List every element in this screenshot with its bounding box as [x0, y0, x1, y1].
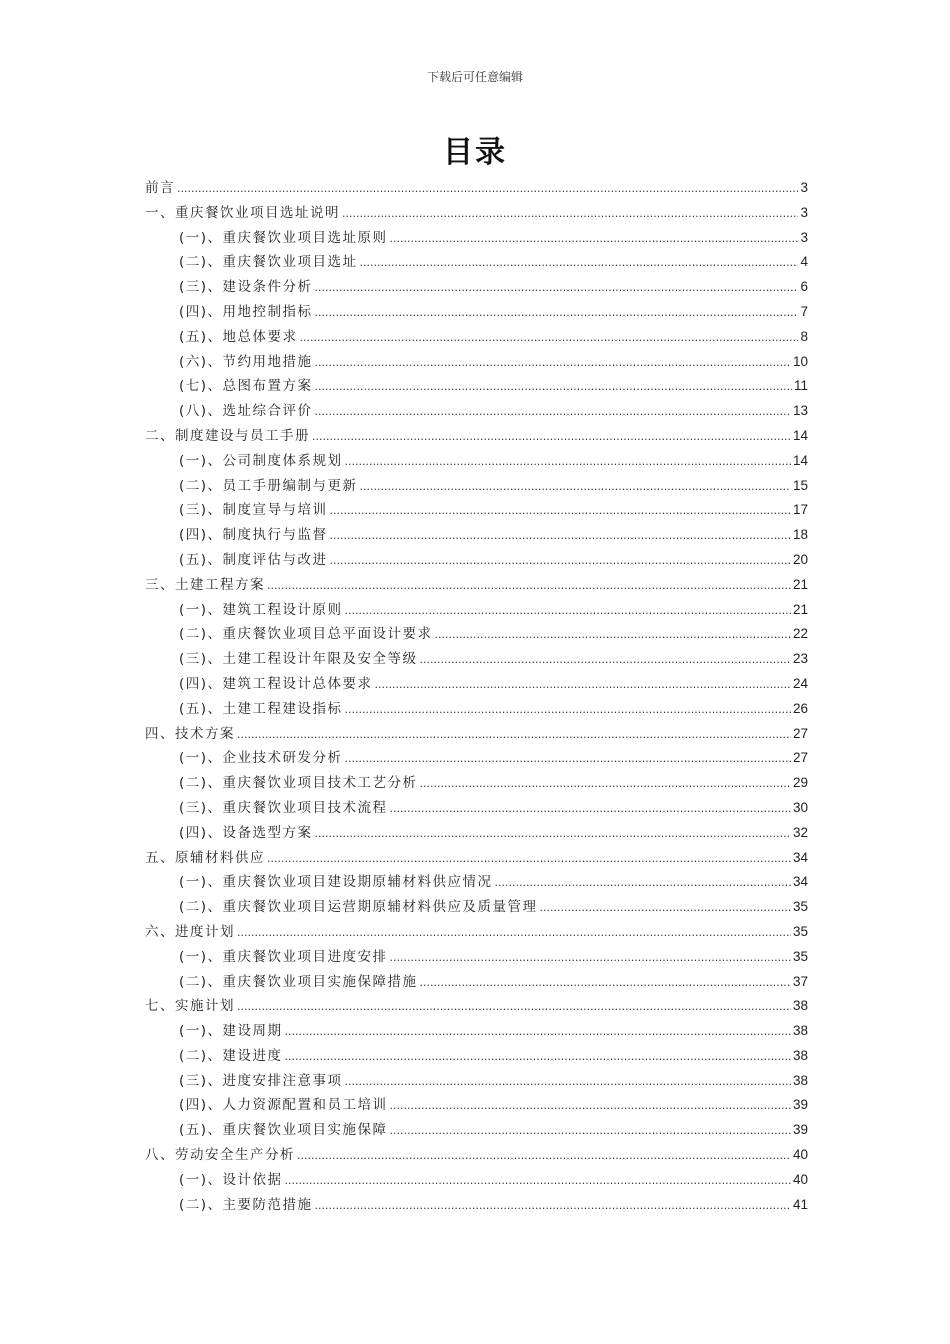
toc-entry-label: (二)、员工手册编制与更新 — [179, 477, 358, 494]
toc-entry-label: (五)、制度评估与改进 — [179, 551, 328, 568]
dot-leader — [420, 772, 791, 797]
dot-leader — [390, 1094, 791, 1119]
toc-entry-page: 40 — [792, 1147, 808, 1163]
dot-leader — [345, 450, 791, 475]
toc-entry[interactable] — [145, 424, 808, 449]
toc-entry[interactable] — [145, 1093, 808, 1118]
toc-entry-page: 38 — [792, 1023, 808, 1039]
dot-leader — [300, 326, 799, 351]
header-note: 下载后可任意编辑 — [426, 70, 523, 84]
dot-leader — [420, 648, 791, 673]
toc-entry[interactable] — [145, 226, 808, 251]
dot-leader — [315, 276, 799, 301]
dot-leader — [297, 1144, 791, 1169]
dot-leader — [390, 797, 791, 822]
toc-entry-page: 27 — [792, 750, 808, 766]
toc-entry-label: 八、劳动安全生产分析 — [145, 1147, 295, 1164]
toc-entry[interactable] — [145, 970, 808, 995]
toc-entry-label: (五)、地总体要求 — [179, 328, 298, 345]
toc-entry-page: 14 — [792, 452, 808, 468]
toc-entry[interactable] — [145, 796, 808, 821]
dot-leader — [177, 177, 798, 202]
toc-entry-page: 8 — [800, 328, 808, 344]
toc-entry-page: 27 — [792, 725, 808, 741]
toc-entry-label: (五)、土建工程建设指标 — [179, 700, 343, 717]
toc-entry-label: (五)、重庆餐饮业项目实施保障 — [179, 1122, 388, 1139]
toc-entry-label: (一)、公司制度体系规划 — [179, 452, 343, 469]
dot-leader — [315, 351, 791, 376]
toc-entry-page: 20 — [792, 551, 808, 567]
toc-entry[interactable] — [145, 399, 808, 424]
toc-entry-label: 七、实施计划 — [145, 998, 235, 1015]
toc-entry-label: (四)、设备选型方案 — [179, 824, 313, 841]
toc-entry-page: 22 — [792, 626, 808, 642]
toc-entry-page: 34 — [792, 849, 808, 865]
toc-entry-page: 35 — [792, 899, 808, 915]
toc-entry[interactable] — [145, 697, 808, 722]
dot-leader — [345, 1070, 791, 1095]
dot-leader — [315, 822, 791, 847]
toc-entry-label: (三)、进度安排注意事项 — [179, 1072, 343, 1089]
toc-entry[interactable] — [145, 548, 808, 573]
toc-entry[interactable] — [145, 275, 808, 300]
toc-entry-label: (三)、建设条件分析 — [179, 279, 313, 296]
toc-entry-label: (一)、建筑工程设计原则 — [179, 601, 343, 618]
toc-entry-label: (四)、人力资源配置和员工培训 — [179, 1097, 388, 1114]
toc-entry-page: 35 — [792, 923, 808, 939]
toc-entry[interactable] — [145, 647, 808, 672]
toc-entry-label: (二)、重庆餐饮业项目技术工艺分析 — [179, 775, 418, 792]
toc-entry-label: (二)、重庆餐饮业项目运营期原辅材料供应及质量管理 — [179, 899, 538, 916]
toc-entry-page: 10 — [792, 353, 808, 369]
toc-entry-label: (二)、重庆餐饮业项目实施保障措施 — [179, 973, 418, 990]
toc-entry[interactable] — [145, 870, 808, 895]
toc-entry-page: 37 — [792, 973, 808, 989]
dot-leader — [360, 251, 799, 276]
toc-entry-page: 3 — [800, 180, 808, 195]
toc-entry-label: (二)、建设进度 — [179, 1047, 283, 1064]
toc-entry-label: (二)、主要防范措施 — [179, 1196, 313, 1213]
toc-entry-label: (三)、制度宣导与培训 — [179, 502, 328, 519]
toc-entry[interactable] — [145, 771, 808, 796]
toc-entry-page: 3 — [800, 204, 808, 220]
toc-entry-page: 17 — [792, 502, 808, 518]
toc-entry-page: 24 — [792, 675, 808, 691]
dot-leader — [375, 673, 791, 698]
dot-leader — [315, 1194, 791, 1219]
toc-entry-label: 四、技术方案 — [145, 725, 235, 742]
toc-entry-label: (四)、用地控制指标 — [179, 303, 313, 320]
toc-entry[interactable] — [145, 1118, 808, 1143]
toc-entry-page: 14 — [792, 427, 808, 443]
dot-leader — [237, 723, 791, 748]
toc-entry-label: (一)、建设周期 — [179, 1023, 283, 1040]
dot-leader — [330, 549, 791, 574]
toc-entry-label: (二)、重庆餐饮业项目选址 — [179, 254, 358, 271]
dot-leader — [267, 847, 791, 872]
toc-entry[interactable] — [145, 1143, 808, 1168]
toc-entry-label: 二、制度建设与员工手册 — [145, 427, 310, 444]
toc-entry[interactable] — [145, 1168, 808, 1193]
toc-entry[interactable] — [145, 1069, 808, 1094]
toc-entry-page: 30 — [792, 799, 808, 815]
dot-leader — [390, 946, 791, 971]
toc-entry-page: 40 — [792, 1171, 808, 1187]
dot-leader — [540, 896, 791, 921]
toc-entry-label: (四)、建筑工程设计总体要求 — [179, 675, 373, 692]
toc-entry-page: 21 — [792, 576, 808, 592]
toc-entry-label: 前言 — [145, 180, 175, 196]
toc-entry[interactable] — [145, 920, 808, 945]
dot-leader — [345, 599, 791, 624]
toc-entry-label: 六、进度计划 — [145, 923, 235, 940]
dot-leader — [345, 698, 791, 723]
dot-leader — [330, 524, 791, 549]
toc-entry-label: (一)、重庆餐饮业项目进度安排 — [179, 948, 388, 965]
toc-entry-page: 26 — [792, 700, 808, 716]
toc-entry-page: 7 — [800, 303, 808, 319]
toc-entry[interactable] — [145, 746, 808, 771]
toc-entry-page: 34 — [792, 874, 808, 890]
toc-entry-label: (八)、选址综合评价 — [179, 403, 313, 420]
dot-leader — [237, 921, 791, 946]
toc-entry[interactable] — [145, 895, 808, 920]
toc-entry-label: (一)、重庆餐饮业项目选址原则 — [179, 229, 388, 246]
toc-entry-page: 35 — [792, 948, 808, 964]
dot-leader — [390, 1119, 791, 1144]
toc-entry[interactable] — [145, 1019, 808, 1044]
toc-entry-label: (二)、重庆餐饮业项目总平面设计要求 — [179, 626, 433, 643]
dot-leader — [330, 499, 791, 524]
toc-title: 目录 — [443, 135, 507, 170]
toc-entry-label: 三、土建工程方案 — [145, 576, 265, 593]
toc-entry[interactable] — [145, 325, 808, 350]
dot-leader — [435, 623, 791, 648]
toc-entry[interactable] — [145, 598, 808, 623]
dot-leader — [495, 871, 791, 896]
toc-entry[interactable] — [145, 176, 808, 201]
toc-entry-page: 4 — [800, 254, 808, 270]
toc-entry[interactable] — [145, 846, 808, 871]
dot-leader — [237, 995, 791, 1020]
toc-entry[interactable] — [145, 622, 808, 647]
toc-entry-page: 41 — [792, 1196, 808, 1212]
toc-entry-label: (三)、重庆餐饮业项目技术流程 — [179, 799, 388, 816]
toc-entry[interactable] — [145, 523, 808, 548]
toc-entry-page: 38 — [792, 1072, 808, 1088]
toc-entry[interactable] — [145, 498, 808, 523]
toc-entry[interactable] — [145, 1044, 808, 1069]
toc-entry[interactable] — [145, 722, 808, 747]
toc-entry-label: 一、重庆餐饮业项目选址说明 — [145, 204, 340, 221]
toc-entry[interactable] — [145, 821, 808, 846]
toc-entry-page: 6 — [800, 279, 808, 295]
toc-entry-page: 13 — [792, 403, 808, 419]
dot-leader — [312, 425, 791, 450]
toc-entry-page: 23 — [792, 651, 808, 667]
dot-leader — [360, 475, 791, 500]
dot-leader — [267, 574, 791, 599]
toc-entry[interactable] — [145, 350, 808, 375]
toc-entry-page: 39 — [792, 1097, 808, 1113]
toc-entry[interactable] — [145, 994, 808, 1019]
toc-entry[interactable] — [145, 449, 808, 474]
toc-entry-page: 21 — [792, 601, 808, 617]
table-of-contents — [145, 176, 808, 1217]
toc-entry[interactable] — [145, 474, 808, 499]
dot-leader — [315, 375, 792, 400]
toc-entry-page: 38 — [792, 998, 808, 1014]
toc-entry-label: (一)、重庆餐饮业项目建设期原辅材料供应情况 — [179, 874, 493, 891]
toc-entry-label: (一)、企业技术研发分析 — [179, 750, 343, 767]
toc-entry[interactable] — [145, 300, 808, 325]
toc-entry[interactable] — [145, 201, 808, 226]
dot-leader — [285, 1020, 791, 1045]
toc-entry[interactable] — [145, 945, 808, 970]
dot-leader — [285, 1045, 791, 1070]
dot-leader — [285, 1169, 791, 1194]
dot-leader — [315, 400, 791, 425]
toc-entry[interactable] — [145, 1193, 808, 1218]
toc-entry-page: 38 — [792, 1047, 808, 1063]
toc-entry-label: (四)、制度执行与监督 — [179, 527, 328, 544]
toc-entry-page: 39 — [792, 1122, 808, 1138]
toc-entry[interactable] — [145, 374, 808, 399]
toc-entry-page: 3 — [800, 229, 808, 245]
toc-entry-label: (七)、总图布置方案 — [179, 378, 313, 395]
toc-entry-label: (三)、土建工程设计年限及安全等级 — [179, 651, 418, 668]
toc-entry-page: 18 — [792, 527, 808, 543]
toc-entry[interactable] — [145, 672, 808, 697]
dot-leader — [315, 301, 799, 326]
toc-entry[interactable] — [145, 250, 808, 275]
toc-entry[interactable] — [145, 573, 808, 598]
toc-entry-page: 15 — [792, 477, 808, 493]
toc-entry-page: 29 — [792, 775, 808, 791]
dot-leader — [342, 202, 798, 227]
toc-entry-label: (一)、设计依据 — [179, 1171, 283, 1188]
dot-leader — [420, 971, 791, 996]
toc-entry-page: 32 — [792, 824, 808, 840]
dot-leader — [345, 747, 791, 772]
toc-entry-label: 五、原辅材料供应 — [145, 849, 265, 866]
toc-entry-label: (六)、节约用地措施 — [179, 353, 313, 370]
toc-entry-page: 11 — [793, 378, 808, 394]
dot-leader — [390, 227, 799, 252]
